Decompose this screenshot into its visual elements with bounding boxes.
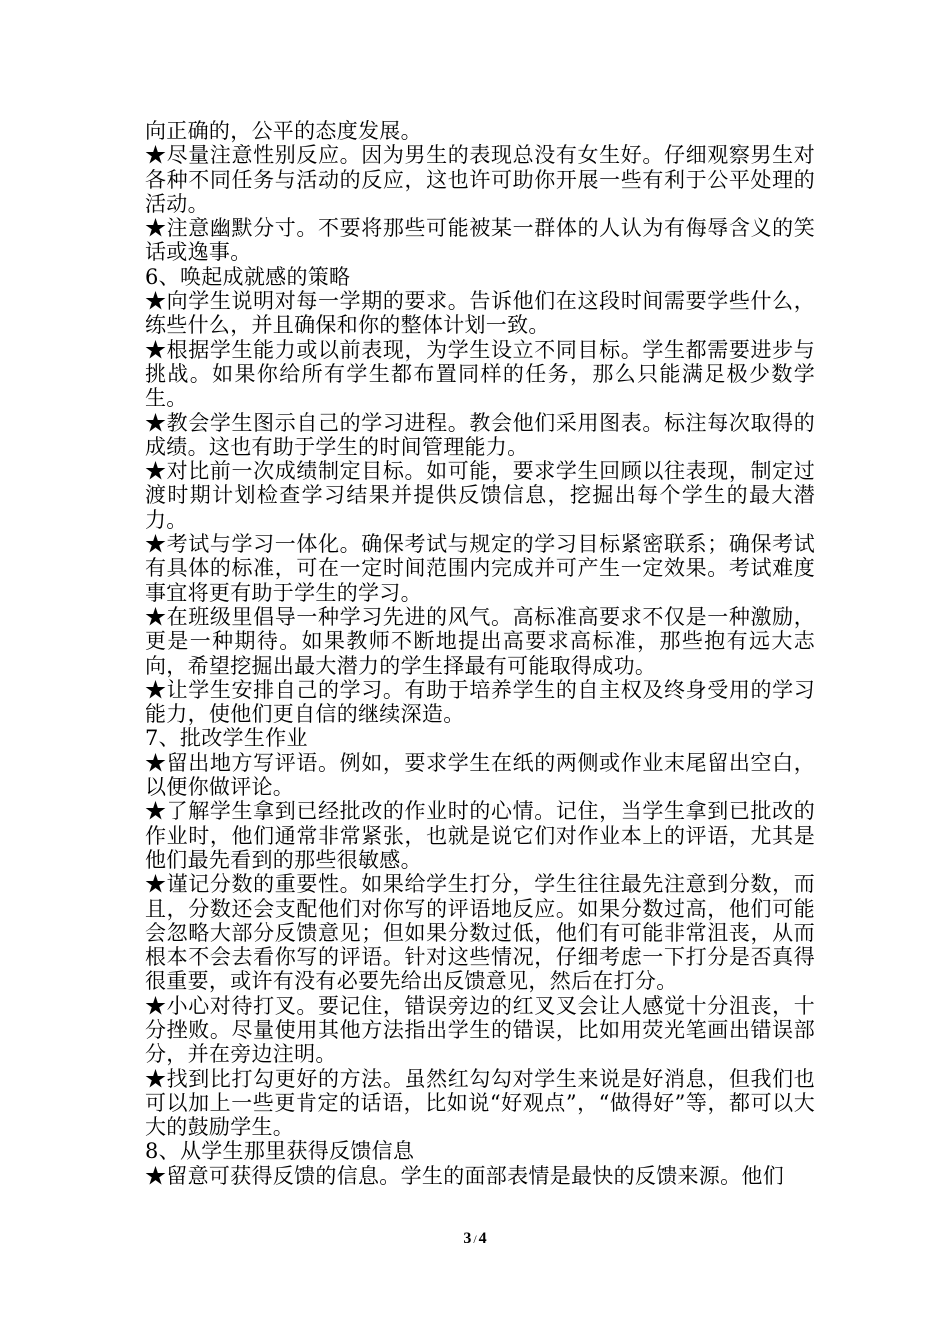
paragraph: ★找到比打勾更好的方法。虽然红勾勾对学生来说是好消息，但我们也可以加上一些更肯定的话语，比如说“好观点”，“做得好”等，都可以大大的鼓励学生。	[145, 1066, 815, 1140]
section-heading: 7、批改学生作业	[145, 726, 308, 751]
paragraph: ★留出地方写评语。例如，要求学生在纸的两侧或作业末尾留出空白，以便你做评论。	[145, 750, 815, 800]
section-heading: 6、唤起成就感的策略	[145, 264, 351, 289]
paragraph: ★尽量注意性别反应。因为男生的表现总没有女生好。仔细观察男生对各种不同任务与活动的反应，这也许可助你开展一些有利于公平处理的活动。	[145, 143, 815, 216]
page-number-separator: /	[473, 1232, 477, 1246]
paragraph: ★在班级里倡导一种学习先进的风气。高标准高要求不仅是一种激励，更是一种期待。如果教师不断地提出高要求高标准，那些抱有远大志向，希望挖掘出最大潜力的学生择最有可能取得成功。	[145, 604, 815, 678]
page-number	[0, 1230, 950, 1248]
paragraph: ★根据学生能力或以前表现，为学生设立不同目标。学生都需要进步与挑战。如果你给所有学生都布置同样的任务，那么只能满足极少数学生。	[145, 337, 815, 411]
paragraph: ★让学生安排自己的学习。有助于培养学生的自主权及终身受用的学习能力，使他们更自信的继续深造。	[145, 677, 815, 727]
section-heading: 8、从学生那里获得反馈信息	[145, 1139, 415, 1164]
paragraph: 向正确的，公平的态度发展。	[145, 119, 422, 143]
paragraph: ★谨记分数的重要性。如果给学生打分，学生往往最先注意到分数，而且，分数还会支配他们对你写的评语地反应。如果分数过高，他们可能会忽略大部分反馈意见；但如果分数过低，他们有可能非常沮丧，从而根本不会去看你写的评语。针对这些情况，仔细考虑一下打分是否真得很重要，或许有没有必要先给出反馈意见，然后在打分。	[145, 872, 815, 994]
paragraph: ★教会学生图示自己的学习进程。教会他们采用图表。标注每次取得的成绩。这也有助于学生的时间管理能力。	[145, 410, 815, 459]
paragraph: ★留意可获得反馈的信息。学生的面部表情是最快的反馈来源。他们	[145, 1163, 784, 1188]
total-pages-number: 4	[478, 1230, 487, 1247]
paragraph: ★注意幽默分寸。不要将那些可能被某一群体的人认为有侮辱含义的笑话或逸事。	[145, 216, 815, 265]
paragraph: ★对比前一次成绩制定目标。如可能，要求学生回顾以往表现，制定过渡时期计划检查学习结果并提供反馈信息，挖掘出每个学生的最大潜力。	[145, 459, 815, 532]
paragraph: ★向学生说明对每一学期的要求。告诉他们在这段时间需要学些什么，练些什么，并且确保和你的整体计划一致。	[145, 289, 815, 338]
paragraph: ★了解学生拿到已经批改的作业时的心情。记住，当学生拿到已批改的作业时，他们通常非常紧张，也就是说它们对作业本上的评语，尤其是他们最先看到的那些很敏感。	[145, 799, 815, 872]
document-body	[145, 119, 815, 1188]
paragraph: ★考试与学习一体化。确保考试与规定的学习目标紧密联系；确保考试有具体的标准，可在一定时间范围内完成并可产生一定效果。考试难度事宜将更有助于学生的学习。	[145, 532, 815, 605]
current-page-number: 3	[463, 1230, 472, 1247]
paragraph: ★小心对待打叉。要记住，错误旁边的红叉叉会让人感觉十分沮丧，十分挫败。尽量使用其他方法指出学生的错误，比如用荧光笔画出错误部分，并在旁边注明。	[145, 993, 815, 1067]
